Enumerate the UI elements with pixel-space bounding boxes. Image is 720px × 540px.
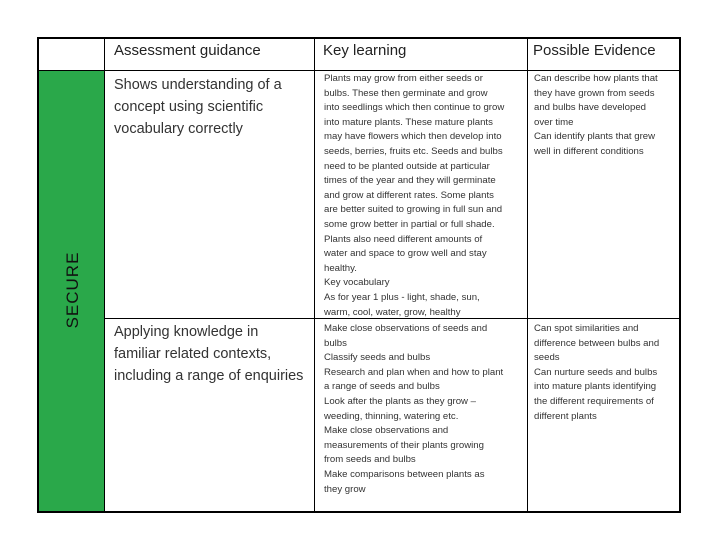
- row2-key-learning: [324, 322, 524, 497]
- text-line: water and space to grow well and stay: [324, 248, 487, 260]
- row1-evidence: [534, 72, 678, 160]
- text-line: may have flowers which then develop into: [324, 131, 502, 143]
- side-label-text: SECURE: [63, 251, 82, 329]
- text-line: Make comparisons between plants as: [324, 468, 485, 480]
- row1-key-learning: [324, 72, 524, 320]
- text-line: the different requirements of: [534, 395, 654, 407]
- header-divider: [39, 70, 680, 71]
- text-line: are better suited to growing in full sun and: [324, 204, 503, 216]
- text-line: Look after the plants as they grow –: [324, 395, 476, 407]
- text-line: Can nurture seeds and bulbs: [534, 366, 658, 378]
- row1-guidance: Shows understanding of a concept using scientific vocabulary correctly: [114, 77, 282, 137]
- text-line: healthy.: [324, 262, 357, 274]
- text-line: Can describe how plants that: [534, 73, 658, 84]
- text-line: from seeds and bulbs: [324, 454, 416, 466]
- text-line: need to be planted outside at particular: [324, 160, 490, 172]
- text-line: they have grown from seeds: [534, 87, 655, 99]
- text-line: different plants: [534, 410, 597, 422]
- text-line: Plants may grow from either seeds or: [324, 73, 483, 84]
- text-line: a range of seeds and bulbs: [324, 381, 440, 393]
- text-line: Make close observations of seeds and: [324, 323, 488, 334]
- text-line: Can identify plants that grew: [534, 131, 656, 143]
- text-line: into seedlings which then continue to grow: [324, 102, 505, 114]
- text-line: seeds, berries, fruits etc. Seeds and bulbs: [324, 145, 503, 157]
- text-line: difference between bulbs and: [534, 337, 660, 349]
- text-line: into mature plants. These mature plants: [324, 116, 493, 128]
- text-line: bulbs: [324, 337, 347, 349]
- text-line: well in different conditions: [534, 145, 644, 157]
- text-line: bulbs. These then germinate and grow: [324, 87, 488, 99]
- text-line: Research and plan when and how to plant: [324, 366, 504, 378]
- col-divider-2: [314, 39, 315, 511]
- text-line: measurements of their plants growing: [324, 439, 484, 451]
- text-line: weeding, thinning, watering etc.: [324, 410, 459, 422]
- col-divider-3: [527, 39, 528, 511]
- text-line: and grow at different rates. Some plants: [324, 189, 494, 201]
- text-line: Make close observations and: [324, 425, 449, 437]
- text-line: As for year 1 plus - light, shade, sun,: [324, 291, 480, 303]
- text-line: seeds: [534, 352, 560, 364]
- text-line: over time: [534, 116, 574, 128]
- text-line: some grow better in partial or full shade.: [324, 218, 495, 230]
- text-line: they grow: [324, 483, 366, 495]
- text-line: Key vocabulary: [324, 277, 390, 289]
- text-line: warm, cool, water, grow, healthy: [324, 306, 461, 318]
- header-evidence: Possible Evidence: [533, 42, 656, 59]
- text-line: and bulbs have developed: [534, 102, 647, 114]
- header-guidance: Assessment guidance: [114, 42, 261, 59]
- row2-evidence: [534, 322, 678, 424]
- text-line: Classify seeds and bulbs: [324, 352, 431, 364]
- text-line: into mature plants identifying: [534, 381, 657, 393]
- text-line: Plants also need different amounts of: [324, 233, 483, 245]
- col-divider-1: [104, 39, 105, 511]
- text-line: Can spot similarities and: [534, 323, 639, 334]
- header-key-learning: Key learning: [323, 42, 407, 59]
- row2-guidance: Applying knowledge in familiar related contexts, including a range of enquiries: [114, 324, 304, 384]
- text-line: times of the year and they will germinate: [324, 175, 496, 187]
